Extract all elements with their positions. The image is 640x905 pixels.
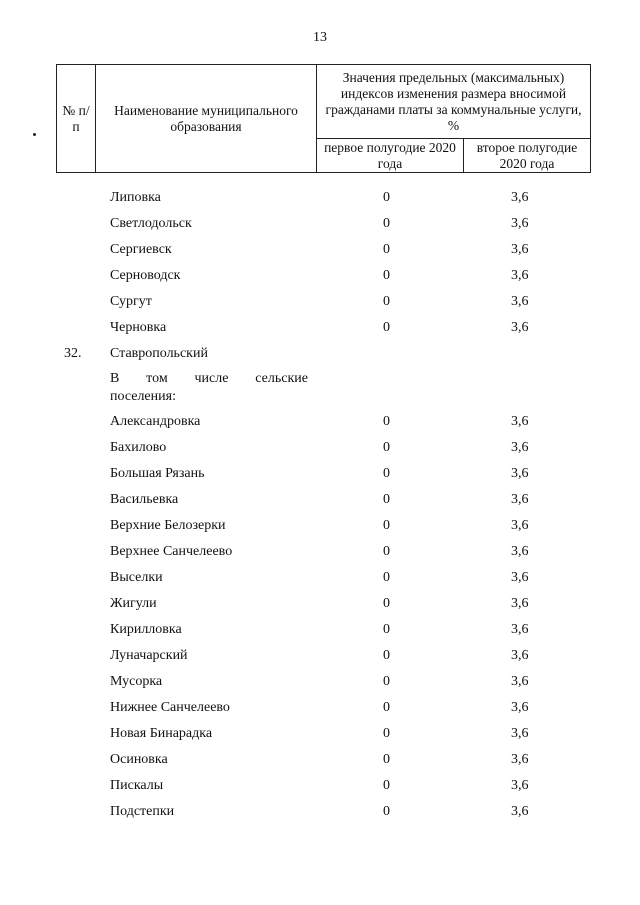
second-half-value: 3,6 bbox=[511, 752, 529, 767]
settlement-name: Серноводск bbox=[110, 268, 181, 283]
second-half-value: 3,6 bbox=[511, 804, 529, 819]
first-half-value: 0 bbox=[383, 492, 390, 507]
first-half-value: 0 bbox=[383, 440, 390, 455]
settlement-name: Жигули bbox=[110, 596, 157, 611]
second-half-value: 3,6 bbox=[511, 268, 529, 283]
table-row bbox=[0, 462, 640, 488]
first-half-value: 0 bbox=[383, 320, 390, 335]
table-row bbox=[0, 186, 640, 212]
table-row bbox=[0, 748, 640, 774]
table-row bbox=[0, 540, 640, 566]
first-half-value: 0 bbox=[383, 804, 390, 819]
note-line-1: В том числе сельские bbox=[110, 371, 308, 386]
settlement-name: Светлодольск bbox=[110, 216, 192, 231]
first-half-value: 0 bbox=[383, 544, 390, 559]
second-half-value: 3,6 bbox=[511, 778, 529, 793]
table-row bbox=[0, 774, 640, 800]
table-row bbox=[0, 722, 640, 748]
first-half-value: 0 bbox=[383, 216, 390, 231]
first-half-value: 0 bbox=[383, 648, 390, 663]
settlement-name: Пискалы bbox=[110, 778, 164, 793]
settlement-name: Большая Рязань bbox=[110, 466, 205, 481]
table-row bbox=[0, 566, 640, 592]
table-row bbox=[0, 644, 640, 670]
second-half-value: 3,6 bbox=[511, 216, 529, 231]
district-number: 32. bbox=[64, 346, 82, 361]
note-line-2: поселения: bbox=[110, 389, 176, 404]
first-half-value: 0 bbox=[383, 414, 390, 429]
note-row bbox=[0, 368, 640, 410]
settlement-name: Сургут bbox=[110, 294, 152, 309]
first-half-value: 0 bbox=[383, 726, 390, 741]
district-row bbox=[0, 342, 640, 368]
second-half-value: 3,6 bbox=[511, 674, 529, 689]
table-row bbox=[0, 488, 640, 514]
table-row bbox=[0, 316, 640, 342]
settlement-name: Подстепки bbox=[110, 804, 175, 819]
header-col-first-half: первое полугодие 2020 года bbox=[317, 139, 464, 173]
first-half-value: 0 bbox=[383, 778, 390, 793]
header-col-values: Значения предельных (максимальных) индексов изменения размера вносимой гражданами платы за коммунальные услуги, % bbox=[317, 65, 591, 139]
settlement-name: Кирилловка bbox=[110, 622, 182, 637]
table-row bbox=[0, 264, 640, 290]
header-col-second-half: второе полугодие 2020 года bbox=[464, 139, 591, 173]
first-half-value: 0 bbox=[383, 596, 390, 611]
settlement-name: Липовка bbox=[110, 190, 161, 205]
first-half-value: 0 bbox=[383, 294, 390, 309]
table-row bbox=[0, 238, 640, 264]
second-half-value: 3,6 bbox=[511, 544, 529, 559]
settlement-name: Новая Бинарадка bbox=[110, 726, 213, 741]
first-half-value: 0 bbox=[383, 700, 390, 715]
table-row bbox=[0, 696, 640, 722]
table-row bbox=[0, 670, 640, 696]
header-col-name: Наименование муниципального образования bbox=[96, 65, 317, 173]
settlement-name: Сергиевск bbox=[110, 242, 172, 257]
second-half-value: 3,6 bbox=[511, 466, 529, 481]
table-body bbox=[0, 186, 640, 826]
first-half-value: 0 bbox=[383, 570, 390, 585]
settlement-name: Луначарский bbox=[110, 648, 188, 663]
settlement-name: Выселки bbox=[110, 570, 163, 585]
settlement-name: Мусорка bbox=[110, 674, 163, 689]
second-half-value: 3,6 bbox=[511, 596, 529, 611]
table-row bbox=[0, 514, 640, 540]
first-half-value: 0 bbox=[383, 268, 390, 283]
table-row bbox=[0, 592, 640, 618]
second-half-value: 3,6 bbox=[511, 242, 529, 257]
table-row bbox=[0, 436, 640, 462]
settlement-name: Верхнее Санчелеево bbox=[110, 544, 233, 559]
table-row bbox=[0, 212, 640, 238]
settlement-name: Александровка bbox=[110, 414, 201, 429]
first-half-value: 0 bbox=[383, 622, 390, 637]
margin-dot bbox=[33, 133, 36, 136]
settlement-name: Верхние Белозерки bbox=[110, 518, 226, 533]
second-half-value: 3,6 bbox=[511, 570, 529, 585]
second-half-value: 3,6 bbox=[511, 518, 529, 533]
first-half-value: 0 bbox=[383, 242, 390, 257]
second-half-value: 3,6 bbox=[511, 622, 529, 637]
first-half-value: 0 bbox=[383, 752, 390, 767]
settlement-name: Нижнее Санчелеево bbox=[110, 700, 230, 715]
first-half-value: 0 bbox=[383, 674, 390, 689]
table-row bbox=[0, 800, 640, 826]
second-half-value: 3,6 bbox=[511, 440, 529, 455]
page-number: 13 bbox=[313, 30, 327, 45]
settlement-name: Осиновка bbox=[110, 752, 168, 767]
second-half-value: 3,6 bbox=[511, 700, 529, 715]
second-half-value: 3,6 bbox=[511, 190, 529, 205]
table-row bbox=[0, 618, 640, 644]
second-half-value: 3,6 bbox=[511, 492, 529, 507]
second-half-value: 3,6 bbox=[511, 414, 529, 429]
second-half-value: 3,6 bbox=[511, 726, 529, 741]
table-header bbox=[56, 64, 591, 173]
table-row bbox=[0, 290, 640, 316]
settlement-name: Черновка bbox=[110, 320, 167, 335]
first-half-value: 0 bbox=[383, 518, 390, 533]
district-name: Ставропольский bbox=[110, 346, 208, 361]
settlement-name: Бахилово bbox=[110, 440, 167, 455]
settlement-name: Васильевка bbox=[110, 492, 179, 507]
first-half-value: 0 bbox=[383, 190, 390, 205]
second-half-value: 3,6 bbox=[511, 294, 529, 309]
second-half-value: 3,6 bbox=[511, 320, 529, 335]
first-half-value: 0 bbox=[383, 466, 390, 481]
second-half-value: 3,6 bbox=[511, 648, 529, 663]
header-col-number: № п/п bbox=[57, 65, 96, 173]
table-row bbox=[0, 410, 640, 436]
